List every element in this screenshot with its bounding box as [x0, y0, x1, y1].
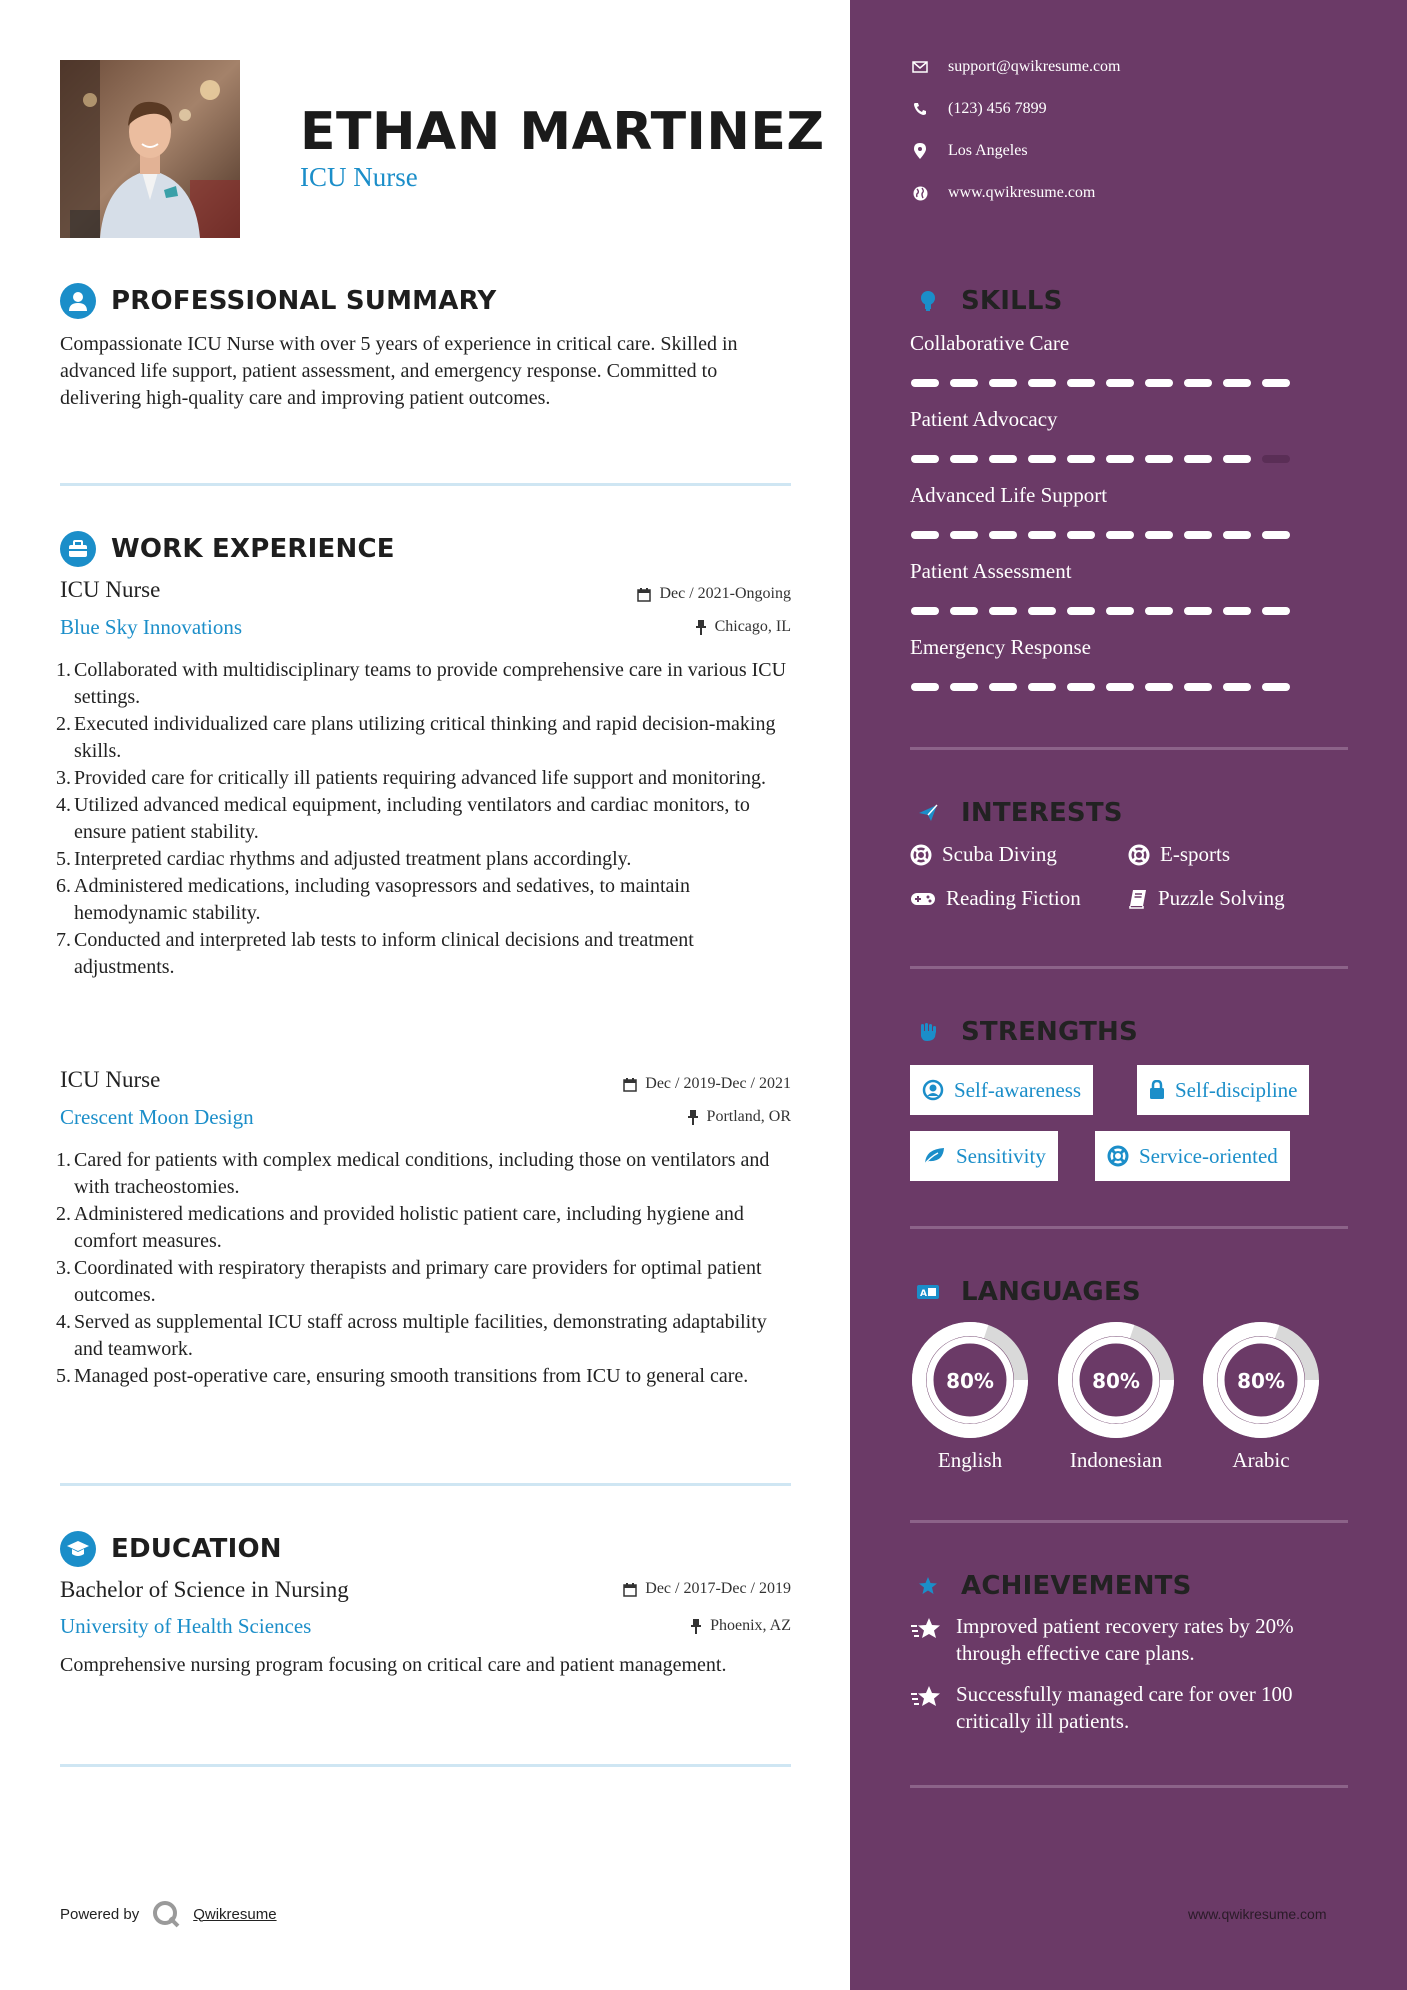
job-location-text: Chicago, IL [714, 618, 791, 635]
strength-chip [910, 1065, 1093, 1115]
achievement-item [910, 1613, 1330, 1667]
skill-name: Emergency Response [910, 635, 1091, 659]
education-description: Comprehensive nursing program focusing on critical care and patient management. [60, 1654, 727, 1676]
language-progress-ring [1054, 1318, 1178, 1442]
achievement-text: Successfully managed care for over 100 critically ill patients. [956, 1682, 1293, 1733]
job-bullets [56, 1147, 796, 1390]
skill-level-segment [989, 379, 1017, 387]
skill-level-segment [1028, 531, 1056, 539]
list-item: 1. Collaborated with multidisciplinary teams to provide comprehensive care in various ICU settings. [56, 659, 787, 708]
achievements-heading: ACHIEVEMENTS [961, 1571, 1192, 1601]
achievement-item [910, 1681, 1330, 1735]
skill-level-segment [1223, 379, 1251, 387]
skill-level-segment [1028, 683, 1056, 691]
skill-level-segment [1067, 683, 1095, 691]
star-icon [910, 1684, 942, 1710]
user-circle-icon [922, 1079, 944, 1101]
education-dates-text: Dec / 2017-Dec / 2019 [645, 1580, 791, 1597]
list-item: 3. Coordinated with respiratory therapists and primary care providers for optimal patient outcomes. [56, 1257, 762, 1306]
skill-level-segment [1106, 379, 1134, 387]
list-item: 2. Executed individualized care plans utilizing critical thinking and rapid decision-making skills. [56, 713, 776, 762]
section-divider [60, 483, 791, 486]
skill-level-segment [1067, 607, 1095, 615]
skill-level-bar [911, 683, 1290, 691]
envelope-icon [910, 61, 930, 73]
job-location [500, 618, 791, 636]
language-progress-ring [908, 1318, 1032, 1442]
fist-icon [910, 1014, 946, 1050]
skill-level-segment [989, 455, 1017, 463]
language-name: Indonesian [1069, 1448, 1163, 1472]
skill-level-segment [1145, 607, 1173, 615]
job-company: Crescent Moon Design [60, 1105, 254, 1129]
language-percent: 80% [946, 1369, 994, 1393]
contact-location [910, 142, 1028, 160]
list-item: 3. Provided care for critically ill patients requiring advanced life support and monitoring. [56, 767, 767, 789]
skill-name: Patient Advocacy [910, 407, 1058, 431]
skill-level-segment [1223, 531, 1251, 539]
lifebuoy-icon [1107, 1145, 1129, 1167]
phone-icon [910, 102, 930, 116]
strength-chip [1137, 1065, 1309, 1115]
leaf-icon [922, 1146, 946, 1166]
skill-level-segment [1067, 531, 1095, 539]
profile-photo [60, 60, 240, 238]
skill-level-segment [1184, 607, 1212, 615]
lock-icon [1149, 1080, 1165, 1100]
star-badge-icon [910, 1568, 946, 1604]
job-title: ICU Nurse [60, 577, 161, 602]
gamepad-icon [910, 891, 936, 907]
skill-level-segment [1028, 455, 1056, 463]
skill-level-segment [1262, 531, 1290, 539]
degree: Bachelor of Science in Nursing [60, 1577, 349, 1602]
job-title: ICU Nurse [60, 1067, 161, 1092]
language-name: English [937, 1448, 1003, 1472]
list-item: 2. Administered medications and provided holistic patient care, including hygiene and comfort measures. [56, 1203, 744, 1252]
skill-level-segment [1028, 607, 1056, 615]
language-item [1054, 1318, 1178, 1473]
svg-text:A: A [920, 1289, 927, 1299]
sidebar-divider [910, 747, 1348, 750]
skill-level-segment [911, 607, 939, 615]
skill-name: Advanced Life Support [910, 483, 1108, 507]
education-heading: EDUCATION [111, 1534, 282, 1564]
pin-icon [687, 1110, 699, 1125]
language-icon [910, 1274, 946, 1310]
skill-level-segment [1106, 455, 1134, 463]
interest-item [1128, 886, 1285, 911]
skill-level-segment [950, 607, 978, 615]
job-dates [500, 1075, 791, 1093]
list-item: 5. Managed post-operative care, ensuring smooth transitions from ICU to general care. [56, 1365, 749, 1387]
skill-level-bar [911, 531, 1290, 539]
education-location [500, 1617, 791, 1635]
skill-level-segment [1145, 455, 1173, 463]
skill-name: Patient Assessment [910, 559, 1072, 583]
skill-level-segment [1145, 379, 1173, 387]
contact-website[interactable] [910, 184, 1095, 202]
pin-icon [690, 1619, 702, 1634]
job-dates-text: Dec / 2019-Dec / 2021 [645, 1075, 791, 1092]
brand-link[interactable]: Qwikresume [193, 1905, 277, 1923]
strengths-heading: STRENGTHS [961, 1017, 1138, 1047]
list-item: 1. Cared for patients with complex medical conditions, including those on ventilators and with tracheostomies. [56, 1149, 770, 1198]
sidebar-divider [910, 1226, 1348, 1229]
skill-level-segment [950, 379, 978, 387]
footer-powered-by [60, 1899, 277, 1929]
strength-chip [1095, 1131, 1290, 1181]
skill-level-segment [1106, 607, 1134, 615]
sidebar-divider [910, 1520, 1348, 1523]
skill-level-segment [1145, 531, 1173, 539]
skill-level-segment [911, 455, 939, 463]
interest-item [910, 886, 1081, 911]
interests-heading: INTERESTS [961, 798, 1123, 828]
skill-level-segment [950, 531, 978, 539]
skill-level-segment [1145, 683, 1173, 691]
strength-label: Self-discipline [1175, 1077, 1298, 1102]
book-icon [1128, 888, 1148, 910]
skill-level-segment [1028, 379, 1056, 387]
skill-level-segment [1106, 531, 1134, 539]
email-text: support@qwikresume.com [948, 58, 1121, 75]
skill-level-segment [1223, 455, 1251, 463]
skill-level-segment [1184, 379, 1212, 387]
list-item: 6. Administered medications, including vasopressors and sedatives, to maintain hemodynamic stability. [56, 875, 690, 924]
sidebar-divider [910, 966, 1348, 969]
lightbulb-icon [910, 283, 946, 319]
language-item [908, 1318, 1032, 1473]
language-percent: 80% [1237, 1369, 1285, 1393]
contact-email[interactable] [910, 58, 1120, 76]
skill-level-bar [911, 455, 1290, 463]
skill-name: Collaborative Care [910, 331, 1070, 355]
strength-label: Sensitivity [956, 1143, 1046, 1168]
skill-level-segment [911, 683, 939, 691]
contact-phone[interactable] [910, 100, 1047, 118]
language-percent: 80% [1092, 1369, 1140, 1393]
skill-level-segment [1223, 683, 1251, 691]
skill-level-segment [1067, 379, 1095, 387]
skills-heading: SKILLS [961, 286, 1063, 316]
website-text: www.qwikresume.com [948, 184, 1096, 201]
education-location-text: Phoenix, AZ [710, 1617, 791, 1634]
briefcase-icon [60, 531, 96, 567]
section-divider [60, 1764, 791, 1767]
map-marker-icon [910, 143, 930, 159]
skill-level-segment [1262, 683, 1290, 691]
candidate-title: ICU Nurse [300, 162, 418, 192]
skill-level-segment [1106, 683, 1134, 691]
strength-label: Service-oriented [1139, 1143, 1278, 1168]
languages-heading: LANGUAGES [961, 1277, 1141, 1307]
skill-level-segment [1184, 683, 1212, 691]
experience-heading: WORK EXPERIENCE [111, 534, 395, 564]
sidebar-divider [910, 1785, 1348, 1788]
footer-website[interactable]: www.qwikresume.com [1188, 1906, 1327, 1922]
list-item: 5. Interpreted cardiac rhythms and adjusted treatment plans accordingly. [56, 848, 632, 870]
candidate-name: ETHAN MARTINEZ [300, 102, 825, 162]
graduation-cap-icon [60, 1531, 96, 1567]
skill-level-segment [950, 455, 978, 463]
job-dates-text: Dec / 2021-Ongoing [659, 585, 791, 602]
skill-level-segment [1262, 379, 1290, 387]
user-icon [60, 283, 96, 319]
skill-level-bar [911, 379, 1290, 387]
achievement-text: Improved patient recovery rates by 20% through effective care plans. [956, 1614, 1294, 1665]
skill-level-segment [1262, 607, 1290, 615]
job-location-text: Portland, OR [706, 1108, 791, 1125]
education-dates [500, 1580, 791, 1598]
pin-icon [695, 620, 707, 635]
job-dates [500, 585, 791, 603]
powered-by-text: Powered by [60, 1905, 140, 1923]
skill-level-segment [950, 683, 978, 691]
skill-level-segment [989, 531, 1017, 539]
section-divider [60, 1483, 791, 1486]
paper-plane-icon [910, 795, 946, 831]
location-text: Los Angeles [948, 142, 1028, 159]
interest-item [910, 842, 1057, 867]
lifebuoy-icon [910, 844, 932, 866]
strength-label: Self-awareness [954, 1077, 1082, 1102]
skill-level-bar [911, 607, 1290, 615]
summary-text: Compassionate ICU Nurse with over 5 years of experience in critical care. Skilled in advanced life support, patient assessment, and emergency response. Committed to delivering high-quality care and improving patient outcomes. [60, 333, 738, 409]
interest-label: E-sports [1160, 842, 1230, 866]
calendar-icon [637, 587, 651, 602]
interest-label: Reading Fiction [946, 886, 1081, 910]
phone-text: (123) 456 7899 [948, 100, 1047, 117]
school: University of Health Sciences [60, 1614, 312, 1638]
skill-level-segment [989, 607, 1017, 615]
qwikresume-logo-icon [151, 1899, 181, 1929]
globe-icon [910, 186, 930, 201]
interest-label: Scuba Diving [942, 842, 1057, 866]
list-item: 4. Utilized advanced medical equipment, including ventilators and cardiac monitors, to ensure patient stability. [56, 794, 750, 843]
language-progress-ring [1199, 1318, 1323, 1442]
star-icon [910, 1616, 942, 1642]
summary-heading: PROFESSIONAL SUMMARY [111, 286, 497, 316]
list-item: 4. Served as supplemental ICU staff across multiple facilities, demonstrating adaptability and teamwork. [56, 1311, 767, 1360]
skill-level-segment [911, 379, 939, 387]
job-company: Blue Sky Innovations [60, 615, 242, 639]
job-bullets [56, 657, 796, 981]
skill-level-segment [1262, 455, 1290, 463]
skill-level-segment [1223, 607, 1251, 615]
interest-label: Puzzle Solving [1158, 886, 1285, 910]
skill-level-segment [911, 531, 939, 539]
interest-item [1128, 842, 1230, 867]
language-name: Arabic [1232, 1448, 1290, 1472]
calendar-icon [623, 1077, 637, 1092]
calendar-icon [623, 1582, 637, 1597]
skill-level-segment [1184, 455, 1212, 463]
job-location [500, 1108, 791, 1126]
language-item [1199, 1318, 1323, 1473]
skill-level-segment [1184, 531, 1212, 539]
strength-chip [910, 1131, 1058, 1181]
skill-level-segment [989, 683, 1017, 691]
list-item: 7. Conducted and interpreted lab tests to inform clinical decisions and treatment adjustments. [56, 929, 694, 978]
lifebuoy-icon [1128, 844, 1150, 866]
skill-level-segment [1067, 455, 1095, 463]
